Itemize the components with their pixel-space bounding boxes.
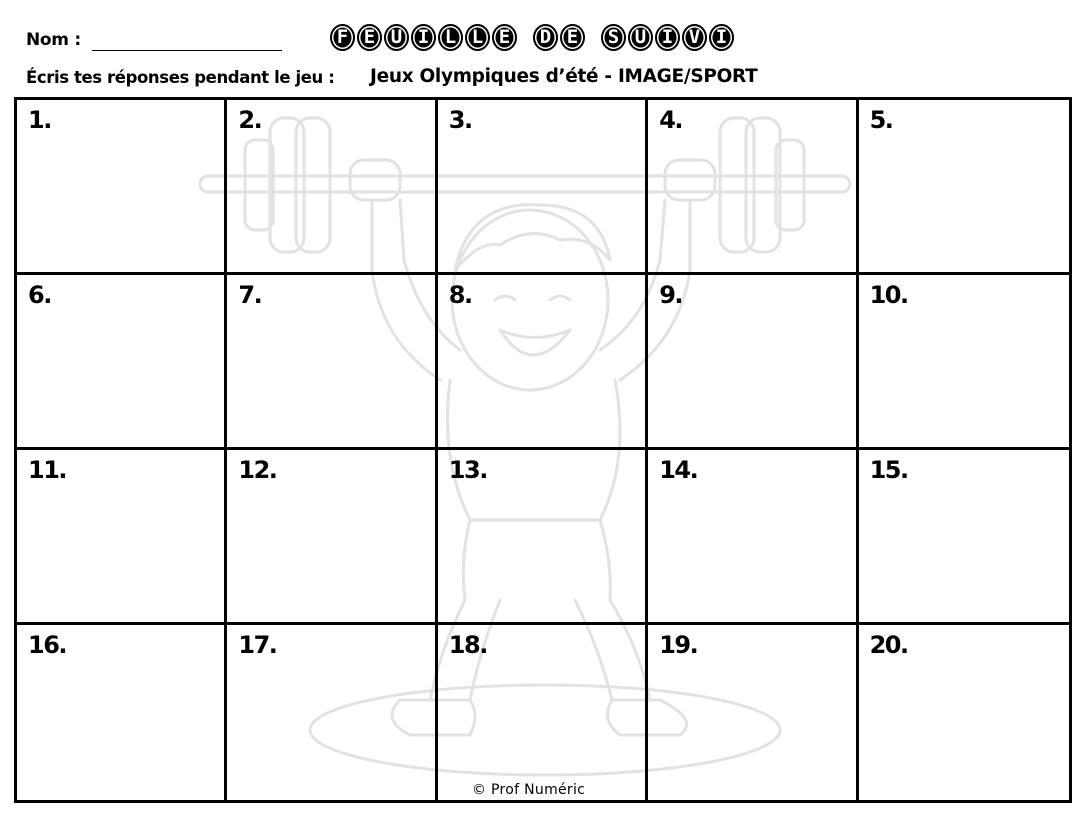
answer-cell[interactable] (859, 625, 1069, 800)
answer-number: 9. (659, 281, 683, 309)
answer-cell[interactable] (17, 625, 227, 800)
page-title (330, 20, 734, 54)
answer-cell[interactable] (648, 450, 858, 625)
answer-number: 3. (448, 106, 472, 134)
title-letter: E (492, 24, 517, 51)
answer-number: 14. (659, 456, 698, 484)
answer-cell[interactable] (17, 450, 227, 625)
title-letter: L (438, 24, 463, 51)
answer-number: 1. (28, 106, 51, 134)
title-letter: I (709, 24, 734, 51)
answer-number: 18. (448, 631, 487, 659)
answer-cell[interactable] (438, 100, 648, 275)
game-name: Jeux Olympiques d’été - IMAGE/SPORT (370, 66, 758, 87)
answer-cell[interactable] (17, 100, 227, 275)
title-letter: S (601, 24, 626, 51)
title-letter: U (384, 24, 409, 51)
title-letter: E (357, 24, 382, 51)
answer-number: 17. (238, 631, 277, 659)
answer-cell[interactable] (648, 275, 858, 450)
answer-cell[interactable] (859, 100, 1069, 275)
answer-number: 15. (869, 456, 908, 484)
answer-number: 7. (238, 281, 262, 309)
answer-cell[interactable] (859, 450, 1069, 625)
answer-cell[interactable] (438, 450, 648, 625)
answer-cell[interactable] (648, 625, 858, 800)
title-letter: L (465, 24, 490, 51)
answer-cell[interactable] (438, 625, 648, 800)
answer-number: 13. (448, 456, 487, 484)
answer-cell[interactable] (859, 275, 1069, 450)
copyright-credit: © Prof Numéric (472, 782, 586, 798)
instructions-label: Écris tes réponses pendant le jeu : (26, 68, 335, 87)
answer-number: 11. (28, 456, 67, 484)
answer-cell[interactable] (227, 450, 437, 625)
answer-cell[interactable] (227, 100, 437, 275)
title-letter: F (330, 24, 355, 51)
answer-cell[interactable] (227, 275, 437, 450)
answer-number: 12. (238, 456, 277, 484)
answer-grid (14, 97, 1072, 803)
answer-number: 2. (238, 106, 262, 134)
answer-number: 19. (659, 631, 698, 659)
answer-number: 20. (869, 631, 908, 659)
answer-cell[interactable] (648, 100, 858, 275)
title-letter: V (682, 24, 707, 51)
title-letter: U (628, 24, 653, 51)
answer-cell[interactable] (17, 275, 227, 450)
answer-cell[interactable] (438, 275, 648, 450)
answer-number: 6. (28, 281, 51, 309)
answer-cell[interactable] (227, 625, 437, 800)
answer-number: 5. (869, 106, 893, 134)
answer-number: 16. (28, 631, 67, 659)
answer-number: 4. (659, 106, 683, 134)
title-letter: I (655, 24, 680, 51)
name-field-line[interactable] (92, 50, 282, 51)
answer-number: 10. (869, 281, 908, 309)
title-letter: E (560, 24, 585, 51)
name-label: Nom : (26, 30, 81, 50)
title-letter: D (533, 24, 558, 51)
title-letter: I (411, 24, 436, 51)
answer-number: 8. (448, 281, 472, 309)
